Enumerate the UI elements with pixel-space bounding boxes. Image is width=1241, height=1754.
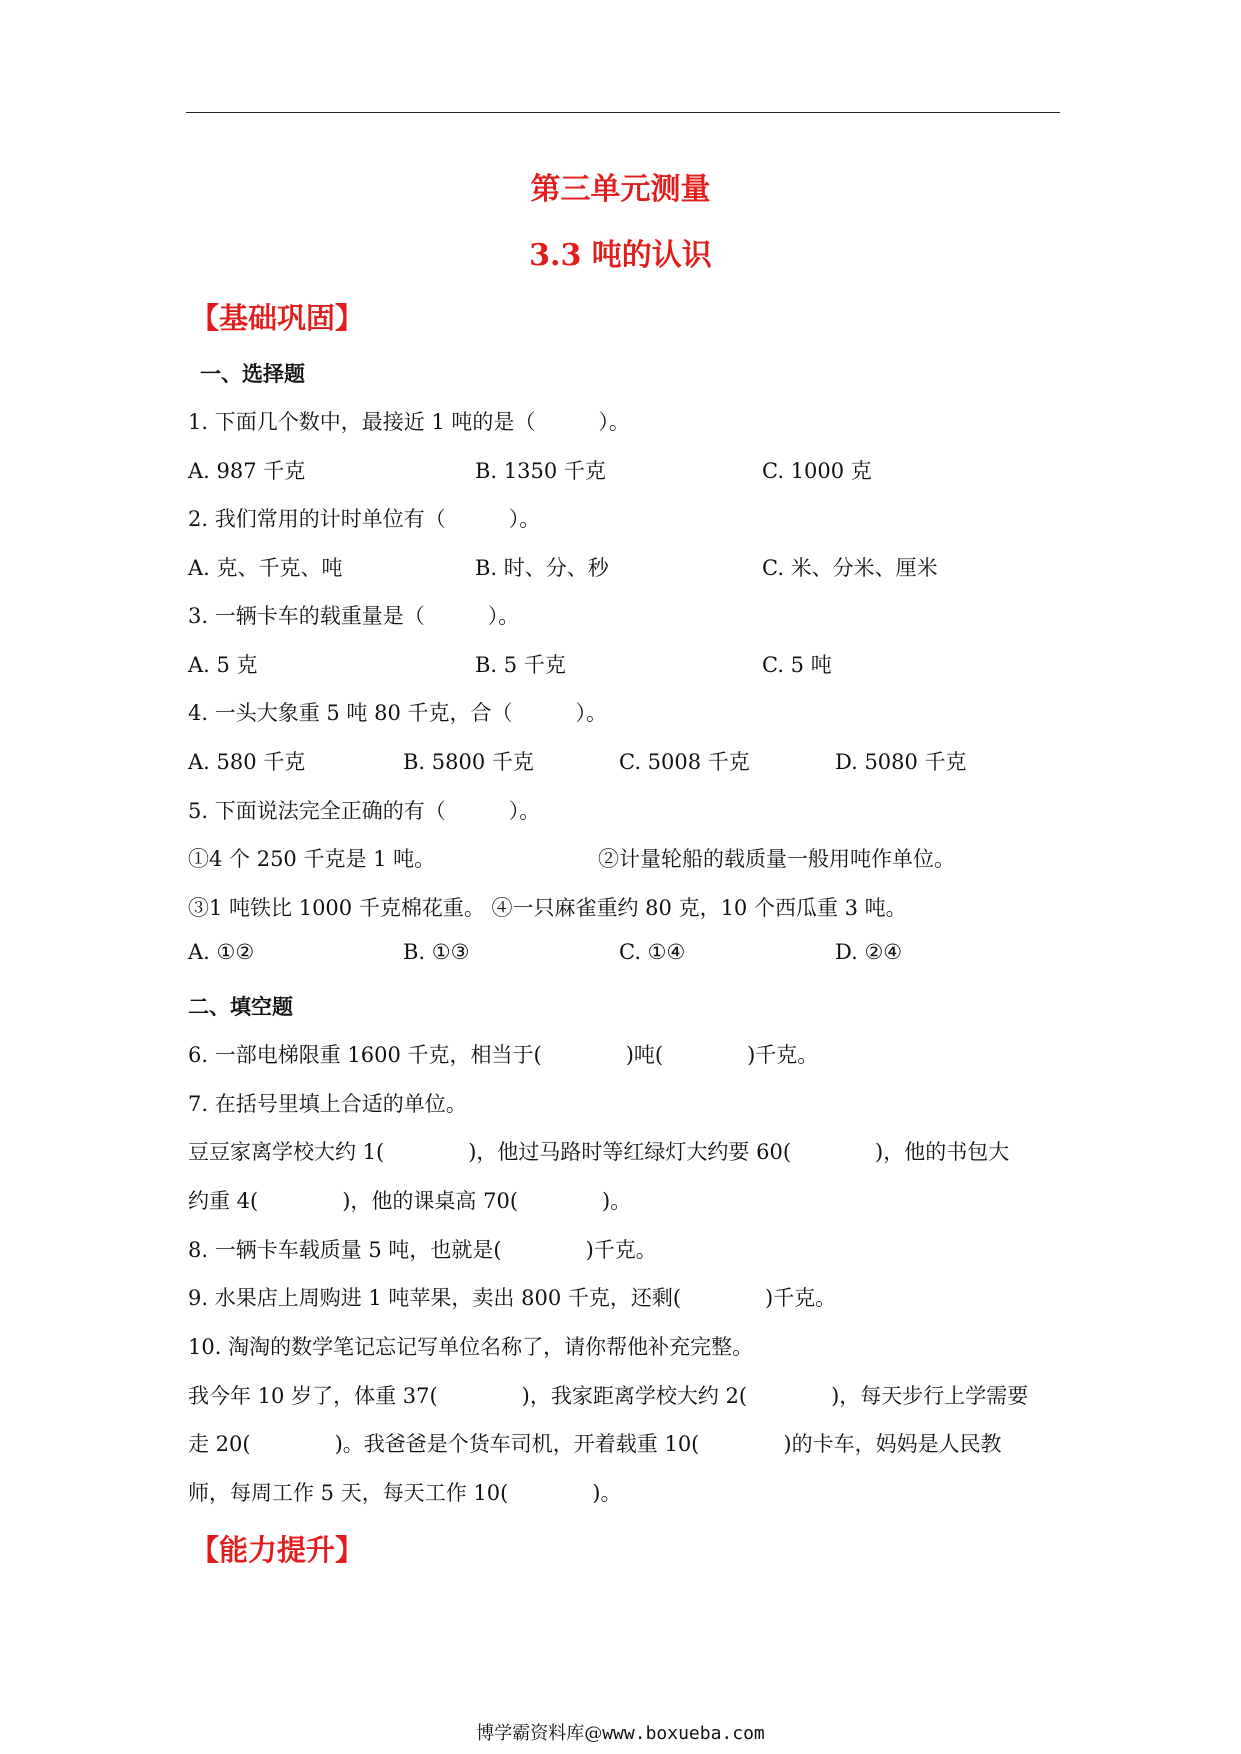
question-10-line-1: 我今年 10 岁了，体重 37( )，我家距离学校大约 2( )，每天步行上学需要 <box>188 1384 1029 1408</box>
question-1-option-b: B. 1350 千克 <box>475 459 606 483</box>
question-5-statement-2: ②计量轮船的载质量一般用吨作单位。 <box>598 847 955 871</box>
page-footer <box>0 1719 1241 1745</box>
question-4-option-c: C. 5008 千克 <box>619 750 750 774</box>
footer-site-link[interactable]: www.boxueba.com <box>602 1723 765 1744</box>
question-3-option-a: A. 5 克 <box>188 653 258 677</box>
question-6: 6. 一部电梯限重 1600 千克，相当于( )吨( )千克。 <box>188 1043 819 1067</box>
section-heading-advanced: 【能力提升】 <box>190 1533 365 1567</box>
section-heading-basic: 【基础巩固】 <box>190 301 365 335</box>
part-heading-choice: 一、选择题 <box>200 361 305 386</box>
question-5-stem: 5. 下面说法完全正确的有（ ）。 <box>188 799 541 823</box>
document-subtitle: 3.3 吨的认识 <box>529 238 712 273</box>
question-7-line-1: 豆豆家离学校大约 1( )，他过马路时等红绿灯大约要 60( )，他的书包大 <box>188 1140 1010 1164</box>
question-3-stem: 3. 一辆卡车的载重量是（ ）。 <box>188 604 520 628</box>
question-4-stem: 4. 一头大象重 5 吨 80 千克，合（ ）。 <box>188 701 607 725</box>
question-3-option-c: C. 5 吨 <box>762 653 832 677</box>
footer-name: 博学霸资料库@ <box>476 1723 603 1744</box>
question-7-line-2: 约重 4( )，他的课桌高 70( )。 <box>188 1189 632 1213</box>
question-2-stem: 2. 我们常用的计时单位有（ ）。 <box>188 507 541 531</box>
question-3-option-b: B. 5 千克 <box>475 653 566 677</box>
question-1-stem: 1. 下面几个数中，最接近 1 吨的是（ ）。 <box>188 410 630 434</box>
header-rule <box>186 112 1060 113</box>
question-9: 9. 水果店上周购进 1 吨苹果，卖出 800 千克，还剩( )千克。 <box>188 1286 837 1310</box>
document-title: 第三单元测量 <box>530 172 711 207</box>
question-5-option-c: C. ①④ <box>619 940 686 964</box>
question-5-option-d: D. ②④ <box>835 940 903 964</box>
question-5-option-a: A. ①② <box>188 940 255 964</box>
question-5-option-b: B. ①③ <box>403 940 470 964</box>
question-2-option-a: A. 克、千克、吨 <box>188 556 343 580</box>
question-8: 8. 一辆卡车载质量 5 吨，也就是( )千克。 <box>188 1238 657 1262</box>
question-2-option-c: C. 米、分米、厘米 <box>762 556 938 580</box>
question-4-option-d: D. 5080 千克 <box>835 750 967 774</box>
question-5-statement-3-4: ③1 吨铁比 1000 千克棉花重。 ④一只麻雀重约 80 克，10 个西瓜重 3 吨。 <box>188 896 907 920</box>
question-4-option-a: A. 580 千克 <box>188 750 306 774</box>
question-4-option-b: B. 5800 千克 <box>403 750 534 774</box>
question-1-option-c: C. 1000 克 <box>762 459 872 483</box>
question-10-line-2: 走 20( )。我爸爸是个货车司机，开着载重 10( )的卡车，妈妈是人民教 <box>188 1432 1002 1456</box>
question-2-option-b: B. 时、分、秒 <box>475 556 609 580</box>
question-7-stem: 7. 在括号里填上合适的单位。 <box>188 1092 467 1116</box>
question-5-statement-1: ①4 个 250 千克是 1 吨。 <box>188 847 436 871</box>
question-10-line-3: 师，每周工作 5 天，每天工作 10( )。 <box>188 1481 622 1505</box>
question-1-option-a: A. 987 千克 <box>188 459 306 483</box>
part-heading-fill-blank: 二、填空题 <box>188 994 293 1019</box>
question-10-stem: 10. 淘淘的数学笔记忘记写单位名称了，请你帮他补充完整。 <box>188 1335 754 1359</box>
